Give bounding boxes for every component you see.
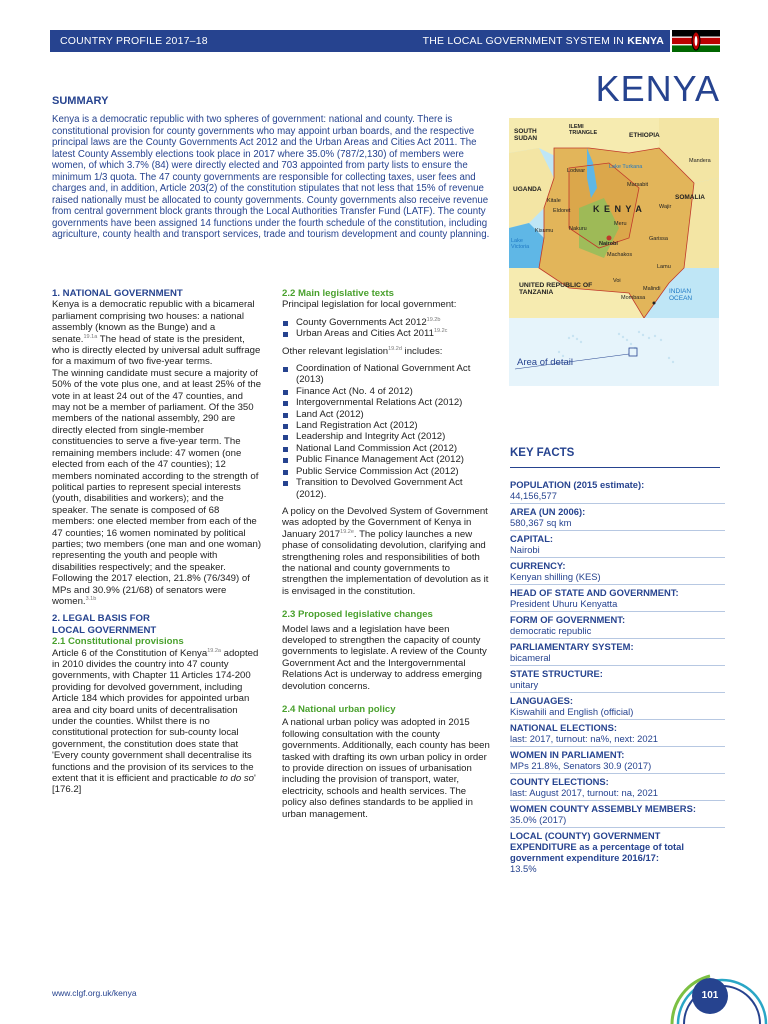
key-fact-label: COUNTY ELECTIONS: bbox=[510, 776, 609, 787]
map-city: Mombasa bbox=[621, 295, 646, 301]
map-label-kenya: K E N Y A bbox=[593, 204, 643, 214]
key-fact bbox=[510, 477, 725, 504]
map-city: Malindi bbox=[643, 286, 661, 292]
list-item: National Land Commission Act (2012) bbox=[282, 443, 492, 454]
list-item: Land Registration Act (2012) bbox=[282, 420, 492, 431]
ng-text-b: The head of state is the president, who is directly elected by universal adult suffrage for a maximum of two five-year terms. bbox=[52, 333, 261, 368]
area-of-detail-label: Area of detail bbox=[517, 357, 573, 368]
proposed-changes-heading: 2.3 Proposed legislative changes bbox=[282, 609, 433, 621]
page-title: KENYA bbox=[595, 68, 720, 109]
list-item: Finance Act (No. 4 of 2012) bbox=[282, 386, 492, 397]
proposed-changes-text: Model laws and a legislation have been developed to strengthen the capacity of county governments to legislate. A review of the County Government Act and the Intergovernmental Relations Act is underway to address emerging devolution concerns. bbox=[282, 623, 487, 692]
constitutional-provisions-heading: 2.1 Constitutional provisions bbox=[52, 636, 184, 648]
kenya-flag-icon bbox=[672, 30, 720, 52]
cp-text-a: Article 6 of the Constitution of Kenya bbox=[52, 647, 208, 659]
key-fact bbox=[510, 666, 725, 693]
key-fact bbox=[510, 693, 725, 720]
header-banner bbox=[50, 30, 670, 52]
map-city: Lodwar bbox=[567, 168, 586, 174]
key-fact-label: LANGUAGES: bbox=[510, 695, 574, 706]
key-fact-value: MPs 21.8%, Senators 30.9 (2017) bbox=[510, 760, 652, 771]
key-fact bbox=[510, 531, 725, 558]
key-fact-value: Kenyan shilling (KES) bbox=[510, 571, 601, 582]
map-city-capital: Nairobi bbox=[599, 241, 618, 247]
header-profile-label: COUNTRY PROFILE 2017–18 bbox=[60, 35, 208, 47]
principal-law-1: County Governments Act 2012 bbox=[296, 316, 427, 328]
section-legal-basis-heading bbox=[52, 613, 262, 636]
ng-ref-a: 19.1a bbox=[83, 333, 98, 340]
cp-text-c: ' [176.2] bbox=[52, 773, 256, 796]
legal-basis-heading-line2: LOCAL GOVERNMENT bbox=[52, 624, 157, 636]
principal-law-2: Urban Areas and Cities Act 2011 bbox=[296, 328, 434, 340]
key-fact-value: President Uhuru Kenyatta bbox=[510, 598, 618, 609]
map-city: Nakuru bbox=[569, 226, 587, 232]
area-of-detail-panel bbox=[509, 318, 719, 386]
key-fact-value: Nairobi bbox=[510, 544, 540, 555]
key-fact-value: democratic republic bbox=[510, 625, 592, 636]
other-legislation-list bbox=[282, 363, 492, 500]
other-legislation-intro bbox=[282, 346, 492, 357]
list-item: Leadership and Integrity Act (2012) bbox=[282, 431, 492, 442]
principal-law-2-ref: 19.2c bbox=[433, 328, 448, 335]
key-fact bbox=[510, 639, 725, 666]
key-fact-label: NATIONAL ELECTIONS: bbox=[510, 722, 617, 733]
cp-text-italic: to do so bbox=[219, 773, 254, 785]
map-city: Machakos bbox=[607, 252, 633, 258]
summary-text: Kenya is a democratic republic with two spheres of government: national and county. There is constitutional provision for county governments who may appoint urban boards, and the respective principal laws are the County Governments Act 2012 and the Urban Areas and Cities Act 2011. The latest County Assembly elections took place in 2017 where 35.0% (787/2,130) of members were women, of which 3.7% (84) were directly elected and 703 appointed from party lists to ensure the minimum 1/3 quota. The 47 county governments are responsible for collecting taxes, user fees and charges and, in addition, Article 203(2) of the constitution stipulates that not less that 15% of revenue raised nationally must be allocated to county governments. County governments also receive revenue from central government block grants through the Local Authorities Transfer Fund (LATF). The county governments have been assigned 14 functions under the fourth schedule of the constitution, including agriculture, county health and transport services, trade and tourism development and county planning. bbox=[52, 114, 490, 241]
devolution-policy-text bbox=[282, 506, 492, 597]
key-fact-value: 44,156,577 bbox=[510, 490, 557, 501]
ng-text-c: The winning candidate must secure a majority of 50% of the vote plus one, and at least 25% of the vote in at least 24 out of the 47 counties, and may not be a member of parliament. Of the 350 members of the national assembly, 290 are directly elected from single-member constituencies to serve a five-year term. The remaining members include: 47 women (one elected from each of the 47 counties); 12 members nominated according to the strength of political parties to represent special interests (youth, disabilities and workers); and the speaker. The senate is composed of 68 members: one elected member from each of the 47 counties; 16 women nominated by political parties; two members (one man and one woman) representing the youth and people with disabilities respectively; and the speaker. Following the 2017 election, 21.8% (76/349) of MPs and 30.9% (21/68) of senators were women. bbox=[52, 367, 262, 607]
key-fact-value: last: August 2017, turnout: na, 2021 bbox=[510, 787, 659, 798]
urban-policy-text: A national urban policy was adopted in 2015 following consultation with the county governments. Additionally, each county has been tasked with drafting its own urban policy in order to provide direction on issues of urbanisation including the provision of transport, water, electricity, schools and health services. The policy also defines standards to be applied in urban management. bbox=[282, 717, 490, 820]
national-government-text-2 bbox=[52, 368, 262, 608]
map-label-indian-ocean: INDIAN OCEAN bbox=[669, 288, 693, 302]
key-fact-value: 13.5% bbox=[510, 863, 537, 874]
key-fact-value: 35.0% (2017) bbox=[510, 814, 567, 825]
map-city: Meru bbox=[614, 221, 627, 227]
map-city: Eldoret bbox=[553, 208, 571, 214]
map-label-uganda: UGANDA bbox=[513, 186, 542, 193]
footer-url[interactable]: www.clgf.org.uk/kenya bbox=[52, 988, 137, 998]
map-label-tanzania: UNITED REPUBLIC OF TANZANIA bbox=[519, 282, 593, 296]
key-fact bbox=[510, 720, 725, 747]
map-city: Wajir bbox=[659, 204, 672, 210]
section-national-government-heading: 1. NATIONAL GOVERNMENT bbox=[52, 288, 183, 299]
policy-text-b: . The policy launches a new phase of consolidating devolution, clarifying and strengthening roles and responsibilities of both the national and county governments to strengthen the implementation of devolution as it is envisaged in the constitution. bbox=[282, 528, 489, 597]
key-fact bbox=[510, 774, 725, 801]
key-facts-heading: KEY FACTS bbox=[510, 447, 575, 459]
map-label-ilemi: ILEMI TRIANGLE bbox=[569, 124, 598, 136]
ng-ref-c: 3.1b bbox=[85, 595, 97, 602]
key-fact-label: PARLIAMENTARY SYSTEM: bbox=[510, 641, 634, 652]
map-city: Kisumu bbox=[535, 228, 554, 234]
map-city: Kitale bbox=[547, 198, 561, 204]
key-fact-label: CAPITAL: bbox=[510, 533, 554, 544]
cp-ref: 19.2a bbox=[207, 647, 221, 654]
list-item: Intergovernmental Relations Act (2012) bbox=[282, 397, 492, 408]
page-number-badge bbox=[650, 950, 768, 1024]
key-fact bbox=[510, 585, 725, 612]
map-label-lake-turkana: Lake Turkana bbox=[609, 164, 643, 170]
principal-legislation-list bbox=[282, 317, 492, 340]
map-label-lake-victoria: Lake Victoria bbox=[511, 238, 530, 250]
key-fact-value: 580,367 sq km bbox=[510, 517, 572, 528]
key-fact-label: FORM OF GOVERNMENT: bbox=[510, 614, 626, 625]
other-intro-b: includes: bbox=[401, 345, 443, 357]
world-dots-icon bbox=[509, 318, 719, 386]
ng-text-a: Kenya is a democratic republic with a bicameral parliament comprising two houses: a national assembly (known as the Bunge) and a senate. bbox=[52, 299, 255, 345]
key-fact-label: HEAD OF STATE AND GOVERNMENT: bbox=[510, 587, 679, 598]
legal-basis-heading-line1: 2. LEGAL BASIS FOR bbox=[52, 613, 150, 625]
header-system-prefix: THE LOCAL GOVERNMENT SYSTEM IN bbox=[422, 35, 628, 47]
principal-law-1-ref: 19.2b bbox=[426, 316, 441, 323]
key-fact bbox=[510, 504, 725, 531]
key-fact bbox=[510, 801, 725, 828]
list-item: Public Service Commission Act (2012) bbox=[282, 466, 492, 477]
kenya-map bbox=[509, 118, 719, 386]
key-fact-value: bicameral bbox=[510, 652, 551, 663]
other-intro-ref: 19.2d bbox=[388, 345, 402, 352]
map-label-south-sudan: SOUTH SUDAN bbox=[514, 128, 538, 142]
key-fact-label: LOCAL (COUNTY) GOVERNMENT EXPENDITURE as a percentage of total government expenditure 2016/17: bbox=[510, 830, 685, 863]
key-fact bbox=[510, 747, 725, 774]
column-two bbox=[282, 288, 492, 820]
national-government-text bbox=[52, 299, 262, 367]
list-item: Coordination of National Government Act (2013) bbox=[282, 363, 492, 386]
map-city: Lamu bbox=[657, 264, 671, 270]
main-legislative-texts-heading: 2.2 Main legislative texts bbox=[282, 288, 394, 299]
key-fact-label: CURRENCY: bbox=[510, 560, 566, 571]
page-number: 101 bbox=[701, 990, 719, 1001]
key-fact-value: last: 2017, turnout: na%, next: 2021 bbox=[510, 733, 659, 744]
key-facts-list bbox=[510, 477, 725, 876]
urban-policy-heading: 2.4 National urban policy bbox=[282, 704, 396, 715]
key-fact-label: WOMEN IN PARLIAMENT: bbox=[510, 749, 625, 760]
map-city: Mandera bbox=[689, 158, 711, 164]
principal-legislation-intro: Principal legislation for local government: bbox=[282, 299, 457, 311]
list-item bbox=[282, 317, 492, 328]
header-country: KENYA bbox=[627, 35, 664, 47]
constitutional-provisions-text bbox=[52, 648, 262, 796]
list-item: Land Act (2012) bbox=[282, 409, 492, 420]
other-intro-a: Other relevant legislation bbox=[282, 345, 389, 357]
key-fact bbox=[510, 828, 725, 876]
cp-text-b: adopted in 2010 divides the country into 47 county governments, with Chapter 11 Articles 174-200 providing for devolved government, including Article 184 which provides for appointed urban area and city board units of decentralisation under the counties. Whilst there is no constitutional protection for sub-county local government, the constitution does state that 'Every county government shall decentralise its functions and the provision of its services to the extent that it is efficient and practicable bbox=[52, 647, 259, 785]
map-label-ethiopia: ETHIOPIA bbox=[629, 132, 660, 139]
key-facts-divider bbox=[510, 467, 720, 468]
map-city: Voi bbox=[613, 278, 621, 284]
summary-heading: SUMMARY bbox=[52, 95, 109, 107]
list-item bbox=[282, 328, 492, 339]
header-system-label bbox=[423, 35, 664, 47]
column-one bbox=[52, 288, 262, 796]
key-fact-label: POPULATION (2015 estimate): bbox=[510, 479, 645, 490]
map-city: Marsabit bbox=[627, 182, 649, 188]
policy-text-a: A policy on the Devolved System of Government was adopted by the Government of Kenya in January 2017 bbox=[282, 505, 488, 540]
map-city: Garissa bbox=[649, 236, 668, 242]
map-label-somalia: SOMALIA bbox=[675, 194, 705, 201]
key-fact bbox=[510, 558, 725, 585]
key-fact-label: WOMEN COUNTY ASSEMBLY MEMBERS: bbox=[510, 803, 696, 814]
list-item: Transition to Devolved Government Act (2012). bbox=[282, 477, 492, 500]
policy-ref: 19.2e bbox=[340, 528, 354, 535]
key-fact-label: AREA (UN 2006): bbox=[510, 506, 586, 517]
key-fact-label: STATE STRUCTURE: bbox=[510, 668, 603, 679]
key-fact-value: unitary bbox=[510, 679, 539, 690]
key-fact bbox=[510, 612, 725, 639]
key-fact-value: Kiswahili and English (official) bbox=[510, 706, 634, 717]
list-item: Public Finance Management Act (2012) bbox=[282, 454, 492, 465]
